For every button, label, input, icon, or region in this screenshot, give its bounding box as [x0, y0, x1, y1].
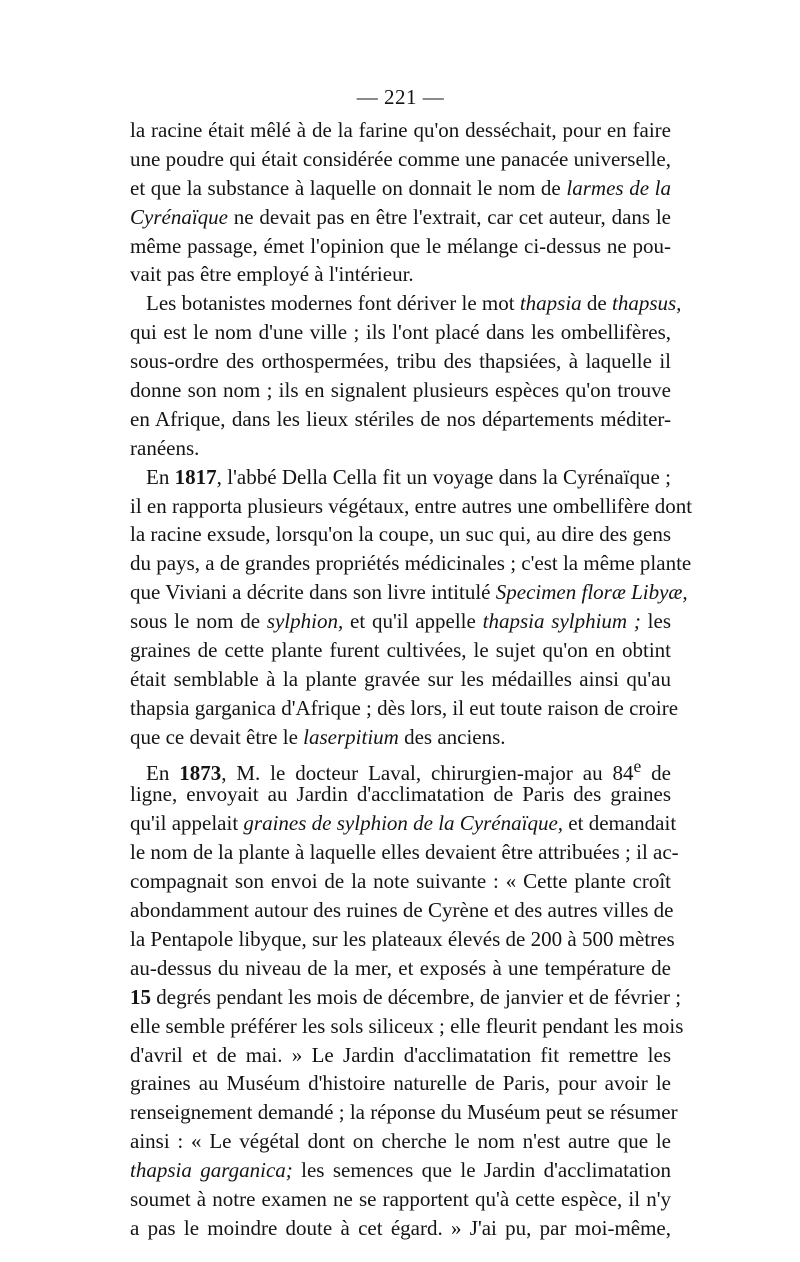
bold-text: 1873	[179, 760, 222, 785]
text-line	[130, 289, 682, 318]
text-run: le nom de la plante à laquelle elles devaient être attribuées ; il ac-	[130, 840, 679, 865]
text-line	[130, 925, 675, 954]
text-run: il en rapporta plusieurs végétaux, entre autres une ombellifère dont	[130, 493, 693, 518]
text-line	[130, 116, 671, 145]
text-run: Les botanistes modernes font dériver le mot	[146, 291, 520, 316]
paragraph	[130, 752, 684, 1243]
italic-text: Specimen floræ Libyæ,	[495, 580, 688, 605]
italic-text: laserpitium	[303, 724, 399, 749]
bold-text: 15	[130, 984, 151, 1009]
text-run: En	[146, 464, 175, 489]
text-run: sous-ordre des orthospermées, tribu des thapsiées, à laquelle il	[130, 349, 671, 374]
text-run: était semblable à la plante gravée sur les médailles ainsi qu'au	[130, 666, 671, 691]
text-line	[130, 867, 671, 896]
text-run: renseignement demandé ; la réponse du Muséum peut se résumer	[130, 1100, 678, 1125]
text-run: de	[581, 291, 612, 316]
text-run: la racine était mêlé à de la farine qu'on desséchait, pour en faire	[130, 118, 671, 142]
text-line	[130, 1098, 678, 1127]
paragraph	[130, 289, 682, 462]
text-line	[130, 694, 679, 723]
text-run: qui est le nom d'une ville ; ils l'ont placé dans les ombellifères,	[130, 320, 671, 345]
text-run: , l'abbé Della Cella fit un voyage dans la Cyrénaïque ;	[216, 464, 671, 489]
text-line	[130, 983, 682, 1012]
text-run: les semences que le Jardin d'acclimatation	[292, 1158, 671, 1183]
italic-text: thapsia sylphium ;	[482, 609, 641, 634]
book-page	[130, 82, 693, 1243]
text-run: la racine exsude, lorsqu'on la coupe, un suc qui, au dire des gens	[130, 522, 671, 547]
text-run: a pas le moindre doute à cet égard. » J'ai pu, par moi-même,	[130, 1215, 671, 1240]
text-run: que ce devait être le	[130, 724, 304, 749]
paragraph	[130, 463, 693, 752]
italic-text: thapsus,	[612, 291, 682, 316]
text-line	[130, 376, 671, 405]
text-line	[130, 752, 671, 785]
text-line	[130, 1214, 671, 1243]
text-run: et qu'il appelle	[343, 609, 483, 634]
text-line	[130, 549, 692, 578]
text-run: e	[633, 755, 642, 776]
italic-text: thapsia	[519, 291, 582, 316]
text-line	[130, 318, 671, 347]
bold-text: 1817	[174, 464, 217, 489]
text-line	[130, 260, 671, 289]
text-run: degrés pendant les mois de décembre, de janvier et de février ;	[151, 984, 682, 1009]
text-run: au-dessus du niveau de la mer, et exposés à une température de	[130, 955, 671, 980]
text-line	[130, 723, 671, 752]
text-line	[130, 347, 671, 376]
text-line	[130, 145, 671, 174]
text-run: d'avril et de mai. » Le Jardin d'acclimatation fit remettre les	[130, 1042, 671, 1067]
text-run: elle semble préférer les sols siliceux ; elle fleurit pendant les mois	[130, 1013, 684, 1038]
text-line	[130, 607, 671, 636]
text-run: ranéens.	[130, 435, 200, 460]
text-line	[130, 665, 671, 694]
text-run: compagnait son envoi de la note suivante : « Cette plante croît	[130, 869, 671, 894]
text-run: en Afrique, dans les lieux stériles de nos départements méditer-	[130, 406, 671, 431]
text-line	[130, 174, 671, 203]
text-run: la Pentapole libyque, sur les plateaux élevés de 200 à 500 mètres	[130, 926, 675, 951]
text-run: soumet à notre examen ne se rapportent qu'à cette espèce, il n'y	[130, 1186, 671, 1211]
text-run: , M. le docteur Laval, chirurgien-major au 84	[221, 760, 634, 785]
text-run: thapsia garganica d'Afrique ; dès lors, il eut toute raison de croire	[130, 695, 679, 720]
text-run: des anciens.	[398, 724, 506, 749]
page-body	[130, 116, 693, 1243]
text-line	[130, 405, 671, 434]
text-run: ne devait pas en être l'extrait, car cet auteur, dans le	[227, 204, 671, 229]
text-line	[130, 838, 679, 867]
text-run: graines au Muséum d'histoire naturelle de Paris, pour avoir le	[130, 1071, 671, 1096]
text-line	[130, 636, 671, 665]
text-line	[130, 1012, 684, 1041]
text-line	[130, 780, 671, 809]
text-line	[130, 203, 671, 232]
italic-text: sylphion,	[266, 609, 344, 634]
text-line	[130, 1185, 671, 1214]
text-run: que Viviani a décrite dans son livre intitulé	[130, 580, 496, 605]
paragraph	[130, 116, 671, 289]
text-run: qu'il appelait	[130, 811, 244, 836]
text-line	[130, 578, 688, 607]
text-run: de	[641, 760, 671, 785]
text-run: même passage, émet l'opinion que le mélange ci-dessus ne pou-	[130, 233, 671, 258]
text-line	[130, 434, 671, 463]
italic-text: Cyrénaïque	[130, 204, 228, 229]
text-run: les	[640, 609, 672, 634]
text-line	[130, 1041, 671, 1070]
italic-text: larmes de la	[566, 175, 671, 200]
italic-text: graines de sylphion de la Cyrénaïque,	[243, 811, 564, 836]
text-run: et que la substance à laquelle on donnait le nom de	[130, 175, 567, 200]
text-run: donne son nom ; ils en signalent plusieurs espèces qu'on trouve	[130, 378, 671, 403]
text-line	[130, 492, 693, 521]
text-line	[130, 954, 671, 983]
text-run: sous le nom de	[130, 609, 267, 634]
text-run: du pays, a de grandes propriétés médicinales ; c'est la même plante	[130, 551, 692, 576]
italic-text: thapsia garganica;	[130, 1158, 293, 1183]
text-run: En	[146, 760, 180, 785]
text-line	[130, 1069, 671, 1098]
page-number: — 221 —	[356, 85, 445, 109]
text-run: ligne, envoyait au Jardin d'acclimatation de Paris des graines	[130, 782, 671, 807]
text-line	[130, 520, 671, 549]
text-run: abondamment autour des ruines de Cyrène et des autres villes de	[130, 898, 674, 923]
text-line	[130, 463, 671, 492]
text-line	[130, 1156, 671, 1185]
text-run: une poudre qui était considérée comme une panacée universelle,	[130, 146, 671, 171]
text-run: ainsi : « Le végétal dont on cherche le nom n'est autre que le	[130, 1129, 671, 1154]
text-run: graines de cette plante furent cultivées, le sujet qu'on en obtint	[130, 638, 671, 663]
text-line	[130, 809, 677, 838]
text-line	[130, 232, 671, 261]
text-run: et demandait	[563, 811, 677, 836]
text-run: vait pas être employé à l'intérieur.	[130, 262, 414, 287]
text-line	[130, 1127, 671, 1156]
text-line	[130, 896, 674, 925]
